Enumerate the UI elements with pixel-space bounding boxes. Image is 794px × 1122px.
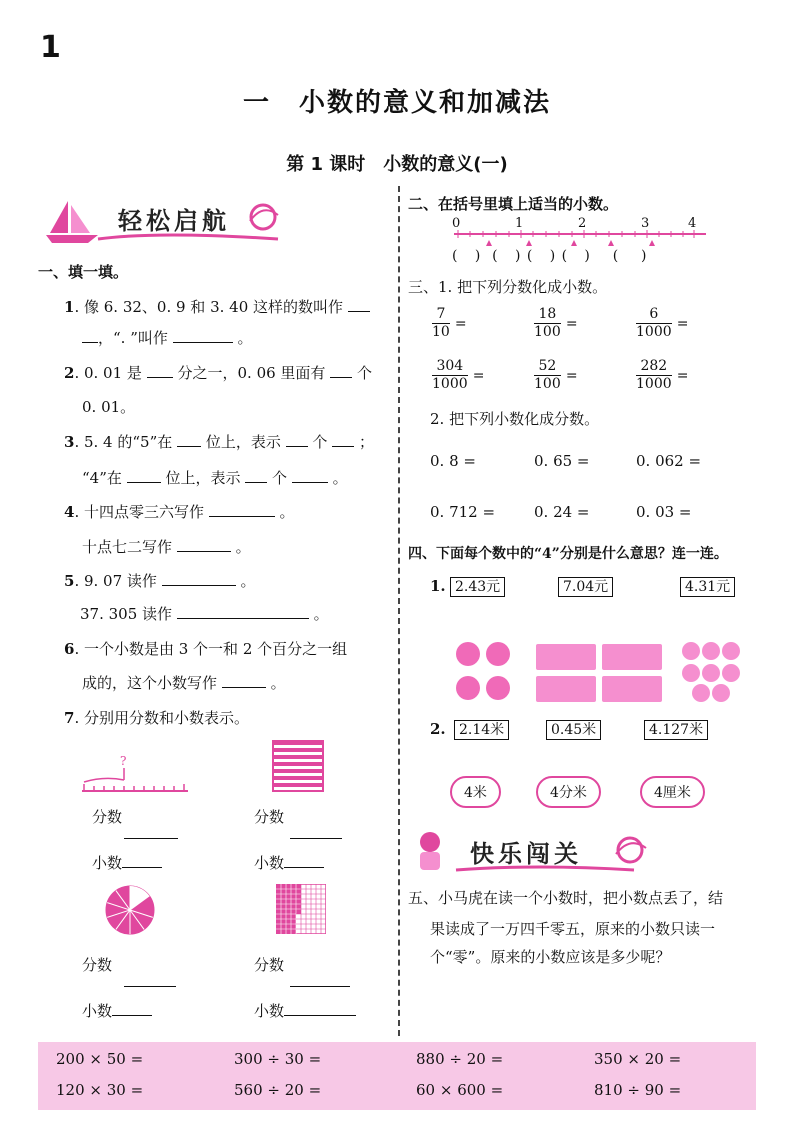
q7c-decimal-label: 小数: [82, 1002, 113, 1020]
q2-text-c: 个: [356, 364, 372, 382]
section-5-line3: 个“零”。原来的小数应该是多少呢？: [430, 948, 671, 966]
q7b-fraction-blank[interactable]: [290, 838, 342, 839]
decimal-item-3: 0. 062 =: [636, 452, 702, 470]
q3-blank-6[interactable]: [292, 468, 328, 483]
q5-blank-1[interactable]: [162, 571, 236, 586]
section-2-title: 二、在括号里填上适当的小数。: [408, 195, 619, 213]
q7c-decimal-blank[interactable]: [112, 1001, 152, 1016]
question-6: [64, 638, 347, 660]
q3-text-g: 个: [272, 469, 288, 487]
fraction-1-den: 10: [432, 324, 450, 340]
lesson-subtitle: 第 1 课时 小数的意义(一): [286, 154, 508, 175]
q1-end: 。: [237, 329, 253, 347]
q4-text-b: 十点七二写作: [82, 538, 173, 556]
money-4-31[interactable]: 4.31元: [680, 577, 735, 597]
coins-4-fen-image[interactable]: [680, 640, 742, 704]
calc-5: 120 × 30 =: [56, 1081, 144, 1099]
q7a-decimal-label: 小数: [92, 854, 123, 872]
q1-blank-1[interactable]: [348, 297, 370, 312]
calc-2: 300 ÷ 30 =: [234, 1050, 322, 1068]
q3-blank-1[interactable]: [177, 432, 201, 447]
fraction-4-den: 1000: [432, 376, 468, 392]
q3-text-e: “4”在: [82, 469, 122, 487]
q3-blank-2[interactable]: [286, 432, 308, 447]
q7b-decimal-label: 小数: [254, 854, 285, 872]
q5-text-b: 37. 305 读作: [80, 605, 173, 623]
q5-text-a-end: 。: [240, 572, 256, 590]
q3-blank-3[interactable]: [332, 432, 354, 447]
decimal-item-2: 0. 65 =: [534, 452, 590, 470]
s4-q1-label: 1.: [430, 577, 446, 595]
q3-text-h: 。: [332, 469, 348, 487]
q7-number: 7: [64, 709, 75, 727]
q4-blank-1[interactable]: [209, 502, 275, 517]
q3-text-c: 个: [312, 433, 328, 451]
page-title: 一 小数的意义和加减法: [242, 88, 551, 118]
striped-rectangle-figure: [272, 740, 324, 792]
fraction-item-3: [636, 306, 688, 341]
fraction-5-den: 100: [534, 376, 561, 392]
fraction-6: [636, 358, 672, 393]
section-1-title: 一、填一填。: [38, 263, 129, 281]
question-3: [64, 431, 374, 453]
fraction-4-num: 304: [432, 358, 468, 376]
banner-easy-start-text: 轻松启航: [118, 207, 230, 235]
fraction-6-den: 1000: [636, 376, 672, 392]
column-divider: [398, 186, 400, 1036]
fraction-3: [636, 306, 672, 341]
fraction-3-den: 1000: [636, 324, 672, 340]
q3-text-b: 位上，表示: [205, 433, 281, 451]
q3-text-f: 位上，表示: [165, 469, 241, 487]
q2-blank-2[interactable]: [330, 363, 352, 378]
q7b-fraction-label: 分数: [254, 808, 285, 826]
number-line-answer-parens[interactable]: ( ) ( ) ( ) ( ) ( ): [452, 248, 648, 264]
coins-4-yuan-image[interactable]: [454, 640, 516, 704]
section-5-line1: 五、小马虎在读一个小数时，把小数点丢了，结: [408, 889, 724, 907]
question-3-line2: [82, 467, 348, 489]
calc-6: 560 ÷ 20 =: [234, 1081, 322, 1099]
grid-square-svg: [276, 884, 326, 934]
q7d-fraction-label: 分数: [254, 956, 285, 974]
unit-4-centimeters[interactable]: 4厘米: [640, 776, 705, 808]
fraction-5-equals: =: [565, 368, 578, 384]
unit-4-meters[interactable]: 4米: [450, 776, 501, 808]
unit-4-decimeters[interactable]: 4分米: [536, 776, 601, 808]
length-4-127[interactable]: 4.127米: [644, 720, 708, 740]
q7c-fraction-label: 分数: [82, 956, 113, 974]
banner-happy-challenge: [406, 826, 656, 878]
calc-8: 810 ÷ 90 =: [594, 1081, 682, 1099]
question-4-line2: [82, 536, 251, 558]
q7a-decimal-blank[interactable]: [122, 853, 162, 868]
q7a-fraction-label: 分数: [92, 808, 123, 826]
q6-text-b-end: 。: [270, 674, 286, 692]
question-1: [64, 296, 370, 318]
calc-1: 200 × 50 =: [56, 1050, 144, 1068]
q1-number: 1: [64, 298, 75, 316]
q1-text-2: ，“. ”叫作: [98, 329, 168, 347]
question-2: [64, 362, 372, 384]
q2-text-b: 分之一，0. 06 里面有: [177, 364, 326, 382]
question-7: [64, 707, 249, 729]
grid-square-figure: [276, 884, 326, 934]
section-5-line2: 果读成了一万四千零五，原来的小数只读一: [430, 920, 716, 938]
q1-blank-1b[interactable]: [82, 328, 98, 343]
q2-text-d: 0. 01。: [82, 398, 136, 416]
q5-number: 5: [64, 572, 75, 590]
tick-label-1: 1: [515, 216, 524, 231]
calc-7: 60 × 600 =: [416, 1081, 504, 1099]
fraction-1-equals: =: [454, 316, 467, 332]
fraction-2: [534, 306, 561, 341]
fraction-4-equals: =: [472, 368, 485, 384]
q4-text-b-end: 。: [235, 538, 251, 556]
fraction-item-4: [432, 358, 484, 393]
fraction-5-num: 52: [534, 358, 561, 376]
fraction-item-2: [534, 306, 578, 341]
q7c-decimal-row: [82, 1000, 152, 1022]
q1-blank-2[interactable]: [173, 328, 233, 343]
decimal-item-5: 0. 24 =: [534, 503, 590, 521]
q5-text-a: . 9. 07 读作: [74, 572, 157, 590]
q2-blank-1[interactable]: [147, 363, 173, 378]
fraction-5: [534, 358, 561, 393]
length-2-14[interactable]: 2.14米: [454, 720, 509, 740]
section-3-title: 三、1. 把下列分数化成小数。: [408, 278, 608, 296]
fraction-4: [432, 358, 468, 393]
question-5: [64, 570, 256, 592]
fraction-2-equals: =: [565, 316, 578, 332]
q2-number: 2: [64, 364, 75, 382]
ruler-svg: [80, 758, 192, 798]
question-5-line2: [80, 603, 329, 625]
q6-text-b: 成的，这个小数写作: [82, 674, 218, 692]
decimal-item-1: 0. 8 =: [430, 452, 476, 470]
q2-text-a: . 0. 01 是: [74, 364, 142, 382]
banner-easy-start: [38, 195, 288, 247]
q7b-decimal-row: [254, 852, 324, 874]
q7-text-a: . 分别用分数和小数表示。: [74, 709, 249, 727]
q6-text-a: . 一个小数是由 3 个一和 2 个百分之一组: [74, 640, 348, 658]
question-1-line2: [82, 327, 252, 349]
tick-label-3: 3: [641, 216, 650, 231]
q7d-decimal-label: 小数: [254, 1002, 285, 1020]
fraction-3-num: 6: [636, 306, 672, 324]
number-line: [448, 216, 710, 266]
q5-text-b-end: 。: [313, 605, 329, 623]
q7a-decimal-row: [92, 852, 162, 874]
q3-text-d: ；: [358, 433, 374, 451]
fraction-1-num: 7: [432, 306, 450, 324]
q3-text-a: . 5. 4 的“5”在: [74, 433, 173, 451]
tick-label-2: 2: [578, 216, 587, 231]
money-2-43[interactable]: 2.43元: [450, 577, 505, 597]
fraction-1: [432, 306, 450, 341]
ruler-question-mark: ?: [120, 754, 127, 768]
section-4-title: 四、下面每个数中的“4”分别是什么意思？连一连。: [408, 546, 728, 562]
fraction-item-1: [432, 306, 467, 341]
q4-text-a: . 十四点零三六写作: [74, 503, 204, 521]
tick-label-0: 0: [452, 216, 461, 231]
pie-figure: [104, 884, 156, 936]
q3-blank-5[interactable]: [245, 468, 267, 483]
fraction-6-num: 282: [636, 358, 672, 376]
fraction-2-den: 100: [534, 324, 561, 340]
calc-3: 880 ÷ 20 =: [416, 1050, 504, 1068]
s4-q2-label: 2.: [430, 720, 446, 738]
q7b-decimal-blank[interactable]: [284, 853, 324, 868]
question-6-line2: [82, 672, 286, 694]
decimal-item-6: 0. 03 =: [636, 503, 692, 521]
q6-number: 6: [64, 640, 75, 658]
money-7-04[interactable]: 7.04元: [558, 577, 613, 597]
length-0-45[interactable]: 0.45米: [546, 720, 601, 740]
fraction-item-5: [534, 358, 578, 393]
q7d-decimal-row: [254, 1000, 356, 1022]
pie-svg: [104, 884, 156, 936]
q7d-decimal-blank[interactable]: [284, 1001, 356, 1016]
q1-text: . 像 6. 32、0. 9 和 3. 40 这样的数叫作: [74, 298, 344, 316]
striped-rectangle-svg: [272, 740, 324, 792]
section-3-sub-2: 2. 把下列小数化成分数。: [430, 410, 600, 428]
q3-blank-4[interactable]: [127, 468, 161, 483]
q7c-fraction-blank[interactable]: [124, 986, 176, 987]
q6-blank[interactable]: [222, 673, 266, 688]
page-number: 1: [40, 30, 61, 65]
q7a-fraction-blank[interactable]: [124, 838, 178, 839]
q5-blank-2[interactable]: [177, 604, 309, 619]
banner-happy-challenge-text: 快乐闯关: [470, 840, 582, 868]
number-line-arrows: [486, 240, 655, 246]
q4-number: 4: [64, 503, 75, 521]
calc-4: 350 × 20 =: [594, 1050, 682, 1068]
fraction-3-equals: =: [676, 316, 689, 332]
q4-blank-2[interactable]: [177, 537, 231, 552]
fraction-2-num: 18: [534, 306, 561, 324]
q4-text-a-end: 。: [279, 503, 295, 521]
fraction-item-6: [636, 358, 688, 393]
banknotes-4-jiao-image[interactable]: [536, 644, 664, 704]
q7d-fraction-blank[interactable]: [290, 986, 350, 987]
fraction-6-equals: =: [676, 368, 689, 384]
q3-number: 3: [64, 433, 75, 451]
decimal-item-4: 0. 712 =: [430, 503, 496, 521]
tick-label-4: 4: [688, 216, 697, 231]
question-4: [64, 501, 295, 523]
ruler-figure: [80, 754, 192, 798]
